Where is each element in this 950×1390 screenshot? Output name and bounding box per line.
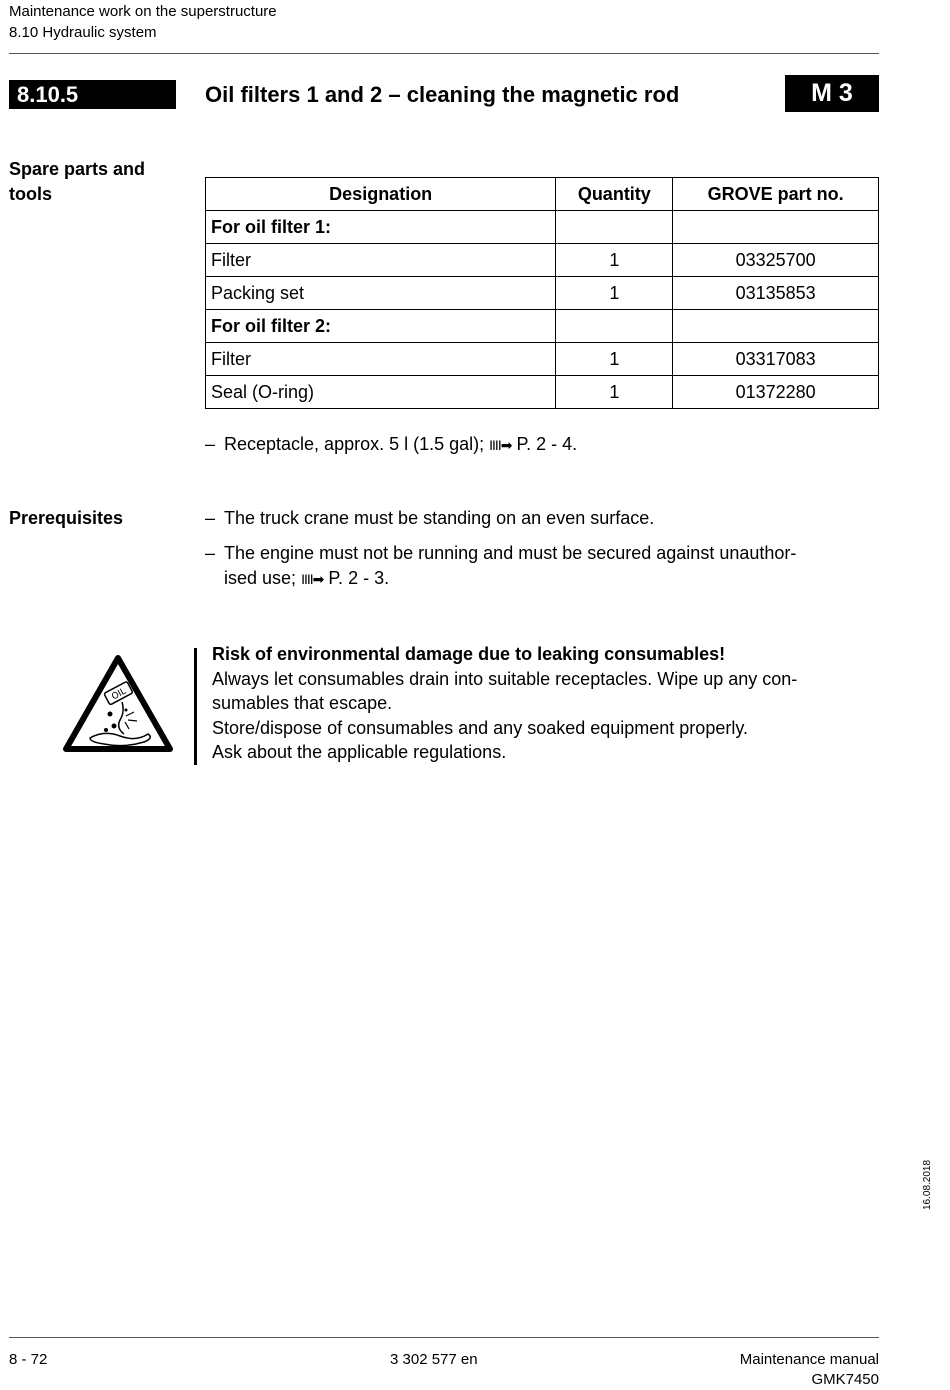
footer-rule: [9, 1337, 879, 1338]
manual-title: Maintenance manual GMK7450: [739, 1351, 879, 1388]
part-no-cell: 01372280: [673, 376, 879, 409]
column-header-designation: Designation: [206, 178, 556, 211]
table-row: [206, 211, 879, 244]
oil-spill-warning-icon: [62, 654, 174, 754]
cross-reference-arrow-icon: IIII➡: [489, 437, 512, 453]
part-no-cell: [673, 211, 879, 244]
part-no-cell: 03317083: [673, 343, 879, 376]
table-header-row: [206, 178, 879, 211]
section-number: 8.10.5: [9, 80, 176, 109]
spare-parts-label: Spare parts and tools: [9, 159, 146, 204]
maintenance-interval-badge: M 3: [785, 75, 879, 112]
quantity-cell: [556, 310, 673, 343]
table-row: [206, 277, 879, 310]
designation-cell: For oil filter 2:: [206, 310, 556, 343]
table-row: [206, 310, 879, 343]
svg-text:OIL: OIL: [110, 686, 128, 703]
prerequisite-item: – The truck crane must be standing on an even surface.: [205, 508, 655, 528]
header-subchapter: 8.10 Hydraulic system: [9, 24, 157, 41]
quantity-cell: 1: [556, 343, 673, 376]
part-no-cell: 03325700: [673, 244, 879, 277]
warning-text: Risk of environmental damage due to leaking consumables! Always let consumables drain into suitable receptacles. Wipe up any con- sumables that escape. Store/dispose of consumables and any soaked equipment properly. Ask about the applicable regulations.: [212, 642, 882, 765]
designation-cell: Seal (O-ring): [206, 376, 556, 409]
page-number: 8 - 72: [9, 1351, 48, 1368]
warning-title: Risk of environmental damage due to leaking consumables!: [212, 644, 726, 664]
prerequisites-label: Prerequisites: [9, 508, 124, 528]
page-reference-link[interactable]: P. 2 - 4.: [516, 434, 578, 454]
table-row: [206, 343, 879, 376]
prerequisite-item: – The engine must not be running and must be secured against unauthor- ised use; IIII➡ P. 2 - 3.: [205, 543, 797, 588]
designation-cell: For oil filter 1:: [206, 211, 556, 244]
designation-cell: Filter: [206, 343, 556, 376]
part-no-cell: 03135853: [673, 277, 879, 310]
receptacle-note: – Receptacle, approx. 5 l (1.5 gal); IIII➡ P. 2 - 4.: [205, 434, 578, 454]
table-row: [206, 244, 879, 277]
section-title: Oil filters 1 and 2 – cleaning the magnetic rod: [205, 82, 680, 107]
document-number: 3 302 577 en: [390, 1351, 478, 1368]
column-header-quantity: Quantity: [556, 178, 673, 211]
quantity-cell: 1: [556, 376, 673, 409]
header-chapter: Maintenance work on the superstructure: [9, 3, 277, 20]
header-rule: [9, 53, 879, 54]
cross-reference-arrow-icon: IIII➡: [301, 571, 324, 587]
table-row: [206, 376, 879, 409]
quantity-cell: 1: [556, 277, 673, 310]
receptacle-text: Receptacle, approx. 5 l (1.5 gal);: [224, 434, 485, 454]
designation-cell: Filter: [206, 244, 556, 277]
quantity-cell: [556, 211, 673, 244]
quantity-cell: 1: [556, 244, 673, 277]
part-no-cell: [673, 310, 879, 343]
spare-parts-table: [205, 177, 879, 409]
page-reference-link[interactable]: P. 2 - 3.: [328, 568, 390, 588]
warning-bar: [194, 648, 197, 765]
designation-cell: Packing set: [206, 277, 556, 310]
document-date: 16.08.2018: [922, 1159, 933, 1210]
column-header-part-no: GROVE part no.: [673, 178, 879, 211]
